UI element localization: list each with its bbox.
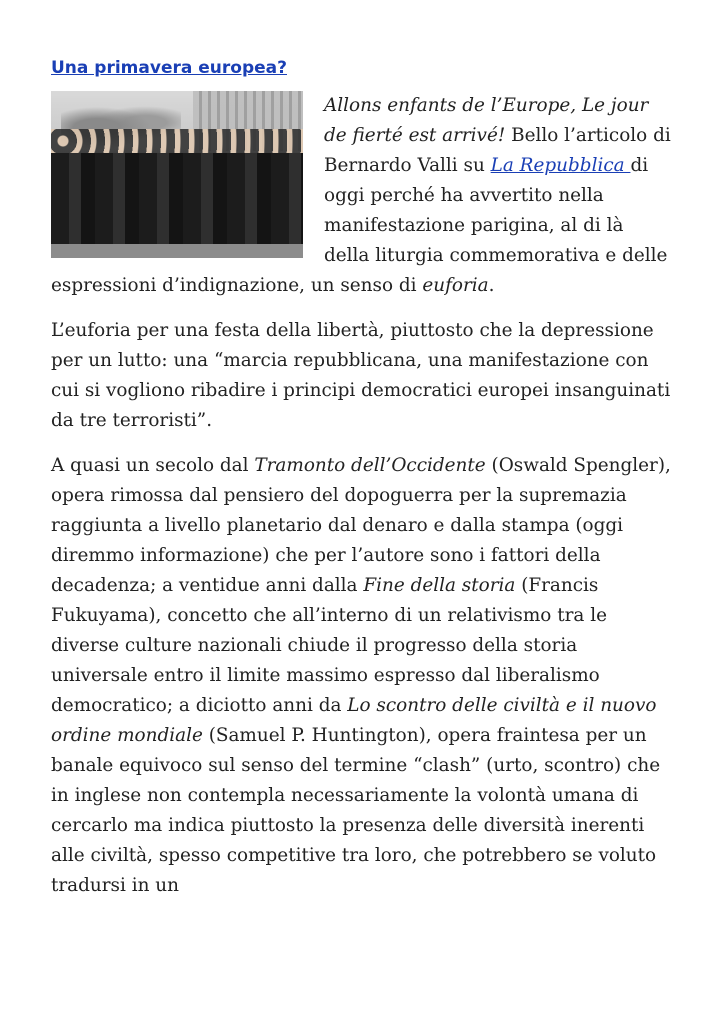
photo-street [51, 244, 303, 258]
p1-text-1: Bello l’articolo di Bernardo Valli su [324, 125, 671, 176]
article-title [51, 55, 671, 81]
paragraph-2: L’euforia per una festa della libertà, piuttosto che la depressione per un lutto: una “marcia repubblicana, una manifestazione con cui si vogliono ribadire i principi democratici europei insanguinati da tre terroristi”. [51, 320, 671, 431]
p1-text-2: di oggi perché ha avvertito nella manifestazione parigina, al di là della liturgia commemorativa e delle espressioni d’indignazione, un senso di [51, 155, 668, 296]
article-title-link[interactable]: Una primavera europea? [51, 58, 287, 78]
article [51, 55, 671, 916]
euforia-word: euforia [422, 275, 489, 296]
p3-text-3: (Francis Fukuyama), concetto che all’interno di un relativismo tra le diverse culture nazionali chiude il progresso della storia universale entro il limite massimo espresso dal liberalismo democratico; a diciotto anni da [51, 575, 607, 716]
p3-text-1: A quasi un secolo dal [51, 455, 255, 476]
spengler-title: Tramonto dell’Occidente [254, 455, 486, 476]
fukuyama-title: Fine della storia [363, 575, 516, 596]
paragraph-3 [51, 451, 671, 901]
p3-text-2: (Oswald Spengler), opera rimossa dal pensiero del dopoguerra per la supremazia raggiunta a livello planetario dal denaro e dalla stampa (oggi diremmo informazione) che per l’autore sono i fattori della decadenza; a ventidue anni dalla [51, 455, 671, 596]
huntington-title: Lo scontro delle civiltà e il nuovo ordine mondiale [51, 695, 657, 746]
la-repubblica-link[interactable]: La Repubblica [490, 155, 631, 176]
lead-quote: Allons enfants de l’Europe, Le jour de fierté est arrivé! [324, 95, 649, 146]
photo-front-row [51, 153, 303, 258]
p3-text-4: (Samuel P. Huntington), opera fraintesa per un banale equivoco sul senso del termine “clash” (urto, scontro) che in inglese non contempla necessariamente la volontà umana di cercarlo ma indica piuttosto la presenza delle diversità inerenti alle civiltà, spesso competitive tra loro, che potrebbero se voluto tradursi in un [51, 725, 661, 896]
march-photo [51, 91, 303, 258]
p1-text-3: . [488, 275, 495, 296]
